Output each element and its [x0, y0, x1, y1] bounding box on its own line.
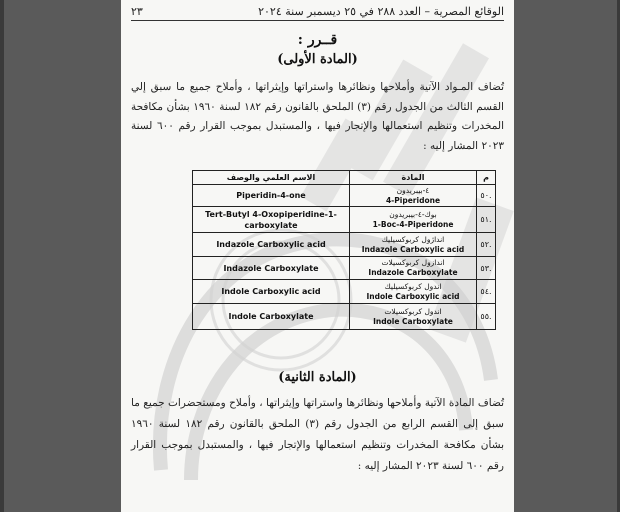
substance-name: [350, 257, 477, 280]
table-row: [193, 280, 496, 304]
document-page: [121, 0, 514, 512]
page-header: [131, 2, 504, 21]
substance-name-arabic: بوك-٤-بيبريدون: [389, 209, 437, 219]
substance-name-english: Indole Carboxylate: [373, 316, 453, 326]
scientific-description: Indazole Carboxylic acid: [193, 233, 350, 257]
header-description: الاسم العلمي والوصف: [193, 171, 350, 185]
substance-name-arabic: اندول كربوكسيليك: [384, 281, 442, 291]
row-number: .٥٢: [477, 233, 496, 257]
publication-line: الوقائع المصرية – العدد ٢٨٨ في ٢٥ ديسمبر سنة ٢٠٢٤: [258, 4, 504, 18]
row-number: .٥١: [477, 207, 496, 233]
article-one-title: (المادة الأولى): [277, 52, 358, 67]
table-header-row: [193, 171, 496, 185]
substance-name: [350, 233, 477, 257]
header-number: م: [477, 171, 496, 185]
substances-table: [192, 170, 496, 330]
decree-title: قــرر :: [297, 32, 338, 48]
viewer-left-border: [0, 0, 4, 512]
substance-name-english: Indazole Carboxylic acid: [361, 244, 465, 254]
table-row: [193, 185, 496, 207]
substance-name-arabic: انداژول كربوكسيليك: [381, 234, 445, 244]
scientific-description: Indole Carboxylic acid: [193, 280, 350, 304]
article-two-text: تُضاف المادة الآتية وأملاحها ونظائرها واستراتها وإيثراتها ، وأملاح ومستحضرات جميع ما سبق إلى القسم الرابع من الجدول رقم (٣) الملحق بالقانون رقم ١٨٢ لسنة ١٩٦٠ بشأن مكافحة المخدرات وتنظيم استعمالها والإتجار فيها ، والمستبدل بموجب القرار رقم ٦٠٠ لسنة ٢٠٢٣ المشار إليه :: [131, 397, 504, 472]
substance-name-english: Indazole Carboxylate: [368, 268, 458, 277]
substance-name-arabic: اندول كربوكسيلات: [384, 306, 442, 316]
table-row: [193, 304, 496, 330]
row-number: .٥٣: [477, 257, 496, 280]
substance-name-english: 1-Boc-4-Piperidone: [372, 219, 454, 229]
row-number: .٥٠: [477, 185, 496, 207]
table-row: [193, 207, 496, 233]
scientific-description: Tert-Butyl 4-Oxopiperidine-1-carboxylate: [193, 207, 350, 233]
header-substance: المادة: [350, 171, 477, 185]
article-two-title: (المادة الثانية): [278, 370, 357, 385]
substance-name-english: Indole Carboxylic acid: [366, 291, 460, 301]
substance-name: [350, 304, 477, 330]
table-row: [193, 257, 496, 280]
substance-name-arabic: اندازول كربوكسيلات: [381, 258, 445, 267]
row-number: .٥٥: [477, 304, 496, 330]
row-number: .٥٤: [477, 280, 496, 304]
substance-name: [350, 207, 477, 233]
substance-name: [350, 185, 477, 207]
scientific-description: Indazole Carboxylate: [193, 257, 350, 280]
page-number: ٢٣: [131, 4, 143, 18]
table-row: [193, 233, 496, 257]
scientific-description: Indole Carboxylate: [193, 304, 350, 330]
scientific-description: Piperidin-4-one: [193, 185, 350, 207]
substance-name: [350, 280, 477, 304]
article-one-text: تُضاف المـواد الآتية وأملاحها ونظائرها واستراتها وإيثراتها ، وأملاح جميع ما سبق إلي القسم الثالث من الجدول رقم (٣) الملحق بالقانون رقم ١٨٢ لسنة ١٩٦٠ بشأن مكافحة المخدرات وتنظيم استعمالها والإتجار فيها ، والمستبدل بموجب القرار رقم ٦٠٠ لسنة ٢٠٢٣ المشار إليه :: [131, 81, 504, 152]
substance-name-arabic: ٤-بيبريدون: [396, 185, 430, 195]
substance-name-english: 4-Piperidone: [385, 195, 441, 205]
